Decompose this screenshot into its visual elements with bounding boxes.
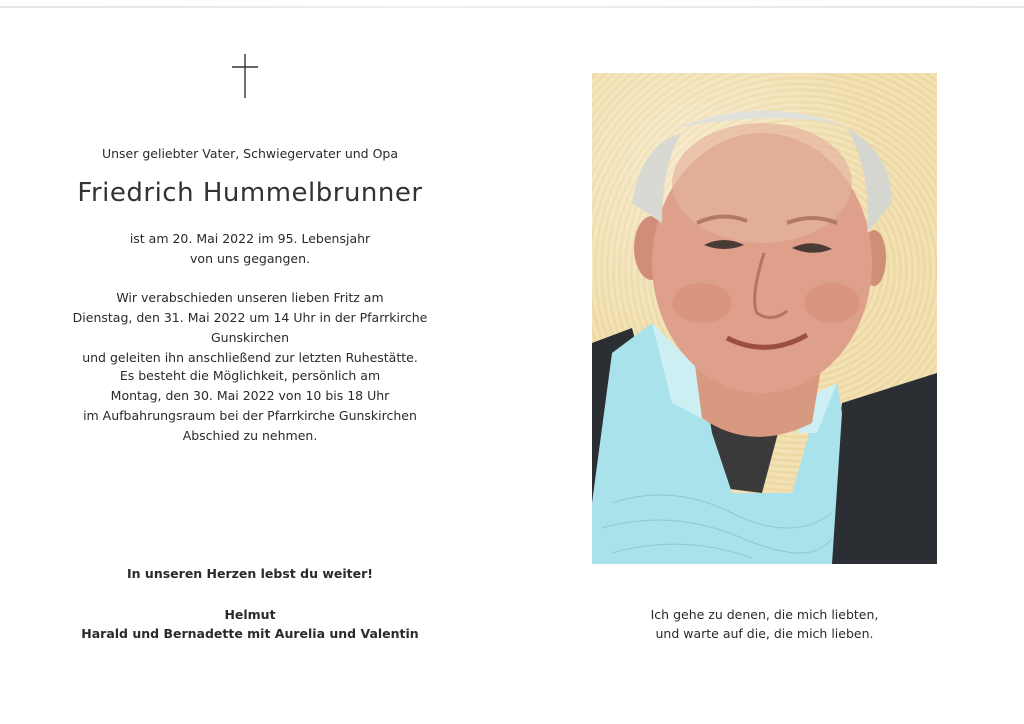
quote-line: Ich gehe zu denen, die mich liebten, <box>650 607 879 622</box>
farewell-quote <box>592 605 937 643</box>
death-line: von uns gegangen. <box>190 251 310 266</box>
viewing-line: Es besteht die Möglichkeit, persönlich am <box>119 368 381 383</box>
funeral-line: Wir verabschieden unseren lieben Fritz am <box>116 290 384 305</box>
family-line: Harald und Bernadette mit Aurelia und Valentin <box>81 626 419 641</box>
funeral-line: und geleiten ihn anschließend zur letzten Ruhestätte. <box>82 350 418 365</box>
funeral-line: Dienstag, den 31. Mai 2022 um 14 Uhr in der Pfarrkirche Gunskirchen <box>72 310 428 345</box>
family-signature <box>40 605 460 643</box>
viewing-notice <box>40 366 460 446</box>
viewing-line: Abschied zu nehmen. <box>182 428 318 443</box>
deceased-name: Friedrich Hummelbrunner <box>77 178 423 208</box>
funeral-notice <box>40 288 460 368</box>
viewing-line: im Aufbahrungsraum bei der Pfarrkirche Gunskirchen <box>83 408 417 423</box>
cross-icon <box>231 52 259 100</box>
viewing-line: Montag, den 30. Mai 2022 von 10 bis 18 Uhr <box>110 388 390 403</box>
top-edge-line <box>0 6 1024 8</box>
death-line: ist am 20. Mai 2022 im 95. Lebensjahr <box>129 231 371 246</box>
hearts-line: In unseren Herzen lebst du weiter! <box>127 566 373 581</box>
quote-line: und warte auf die, die mich lieben. <box>655 626 874 641</box>
portrait-illustration <box>592 73 937 564</box>
family-line: Helmut <box>224 607 276 622</box>
death-notice <box>40 229 460 269</box>
portrait-photo <box>592 73 937 564</box>
intro-text: Unser geliebter Vater, Schwiegervater und Opa <box>101 146 399 161</box>
